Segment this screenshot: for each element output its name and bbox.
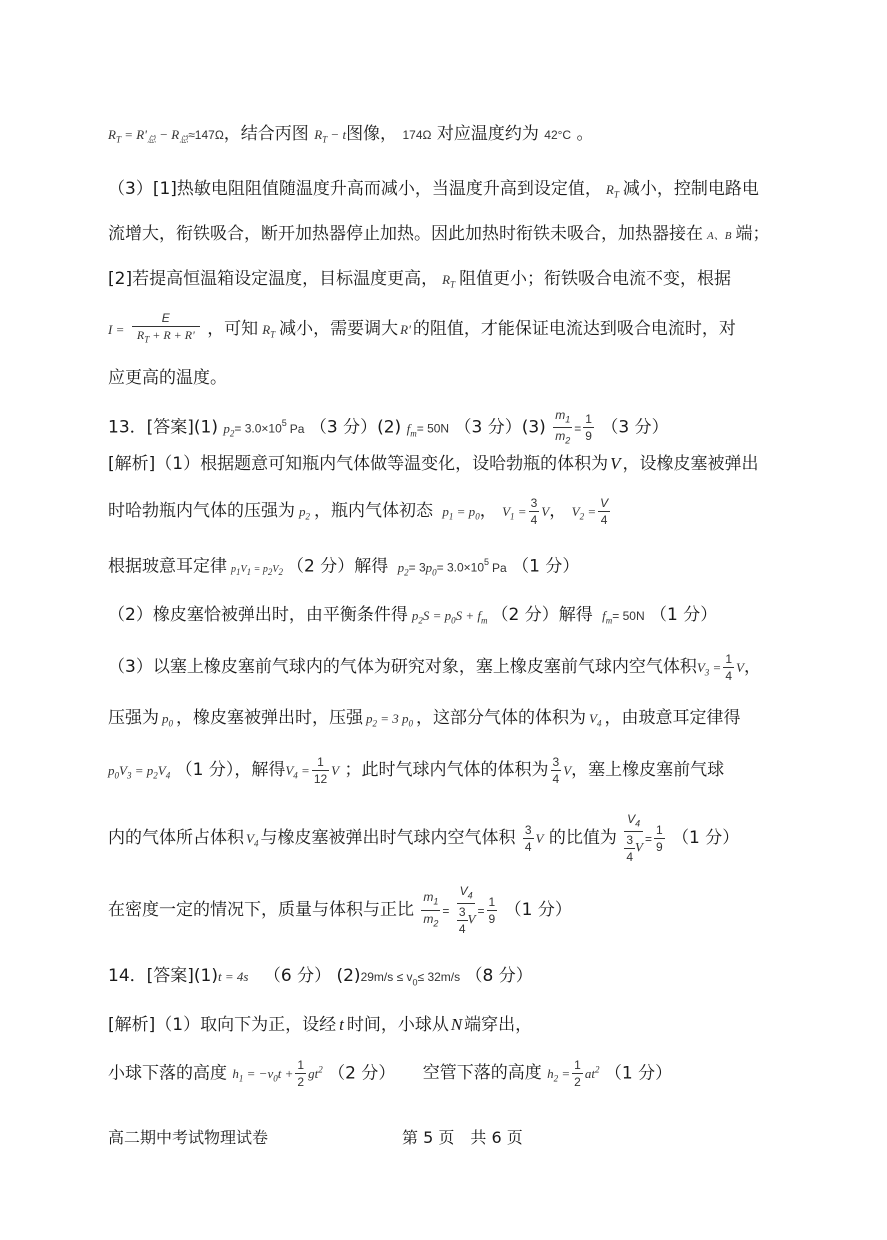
line-1: $R_T = R'_总 - R_总\approx 147\Omega$，结合丙图 $R_T - t$图像， 174Ω 对应温度约为 42°C 。: [108, 124, 594, 145]
line-15: 内的气体所占体积 $V_4$ 与橡皮塞被弹出时气球内空气体积 $\frac{3}{4}$ V 的比值为 $V_4$ $\frac{3}{4}$ V = $\frac{1}{9}$ （1 分）: [108, 811, 740, 865]
line-5: I = $\frac{E}{R_T + R + R'}$ ，可知 $R_T$ 减小，需要调大 R' 的阻值，才能保证电流达到吸合电流时，对: [108, 304, 736, 360]
line-8: [解析]（1）根据题意可知瓶内气体做等温变化，设哈勃瓶的体积为 V ，设橡皮塞被弹出: [108, 454, 759, 474]
line-10: 根据玻意耳定律 $p_1V_1 = p_2V_2$ （2 分）解得 $p_2= 3p_0= 3.0\times 10^5$ Pa （1 分）: [108, 556, 580, 578]
footer-left: 高二期中考试物理试卷: [108, 1128, 269, 1147]
line-14: $p_0V_3 = p_2V_4$ （1 分），解得$V_4$ = $\frac{1}{12}$ V ；此时气球内气体的体积为 $\frac{3}{4}$ V，塞上橡皮塞前气球: [108, 754, 725, 786]
line-9: 时哈勃瓶内气体的压强为 $p_2$ ，瓶内气体初态 $p_1 = p_0$， $V_1$ = $\frac{3}{4}$ V， $V_2$ = $\frac{V}{4}$: [108, 495, 609, 527]
line-2: （3）[1]热敏电阻阻值随温度升高而减小，当温度升高到设定值， $R_T$ 减小，控制电路电: [108, 179, 759, 200]
line-11: （2）橡皮塞恰被弹出时，由平衡条件得 $p_2S = p_0S + f_m$ （2 分）解得 $f_m= 50N$ （1 分）: [108, 605, 718, 626]
line-12: （3）以塞上橡皮塞前气球内的气体为研究对象，塞上橡皮塞前气球内空气体积$V_3$ = $\frac{1}{4}$ V，: [108, 651, 761, 683]
current-fraction: $\frac{E}{R_T + R + R'}$: [132, 310, 200, 347]
line-7-answer-13: 13．[答案](1) $p_2= 3.0\times 10^5$ Pa （3 分）(2) $f_m= 50N$ （3 分）(3) $\frac{m_1}{m_2}$ = $\frac{1}{9}$ （3 分）: [108, 407, 669, 446]
line-18: [解析]（1）取向下为正，设经 t 时间，小球从 N 端穿出，: [108, 1015, 533, 1035]
line-17-answer-14: 14．[答案](1)t = 4s （6 分） $(2)29m/s \le v_0\le 32m/s$ （8 分）: [108, 966, 533, 988]
line-16: 在密度一定的情况下，质量与体积与正比 $\frac{m_1}{m_2}$ = $V_4$ $\frac{3}{4}$ V = $\frac{1}{9}$ （1 分）: [108, 883, 572, 937]
math-147: ≈147Ω: [188, 128, 224, 142]
footer-page-number: 第 5 页 共 6 页: [402, 1128, 523, 1147]
line-19: 小球下落的高度 $h_1 = -v_0t$ + $\frac{1}{2}$ $gt^2$ （2 分） 空管下落的高度 $h_2$ = $\frac{1}{2}$ $at^2$ （1 分）: [108, 1057, 673, 1089]
line-4: [2]若提高恒温箱设定温度，目标温度更高， $R_T$ 阻值更小；衔铁吸合电流不变，根据: [108, 269, 732, 290]
line-3: 流增大，衔铁吸合，断开加热器停止加热。因此加热时衔铁未吸合，加热器接在 A、B 端；: [108, 224, 770, 244]
line-6: 应更高的温度。: [108, 368, 227, 388]
line-13: 压强为 $p_0$ ，橡皮塞被弹出时，压强 $p_2 = 3$ $p_0$ ，这部分气体的体积为 $V_4$ ，由玻意耳定律得: [108, 708, 741, 729]
